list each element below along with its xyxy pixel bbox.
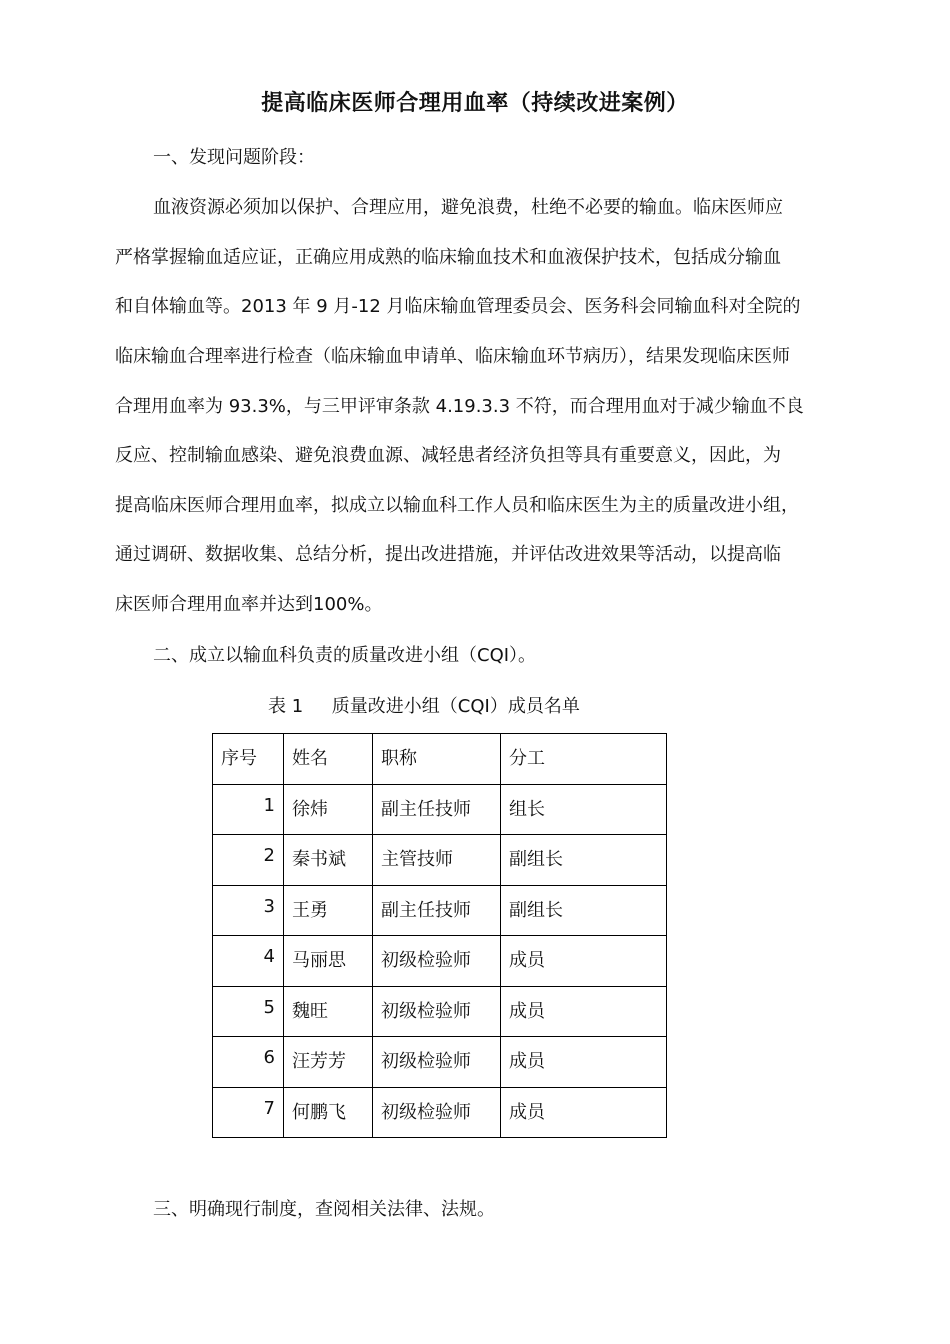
cell-title: 初级检验师 <box>373 1087 501 1138</box>
table-row <box>213 936 667 987</box>
cell-role: 副组长 <box>501 885 667 936</box>
paragraph-line: 通过调研、数据收集、总结分析，提出改进措施，并评估改进效果等活动，以提高临 <box>115 544 781 565</box>
table-row <box>213 1037 667 1088</box>
cell-role: 成员 <box>501 986 667 1037</box>
cell-title: 初级检验师 <box>373 986 501 1037</box>
member-table <box>212 733 667 1138</box>
cell-number: 2 <box>213 835 284 886</box>
cell-number: 6 <box>213 1037 284 1088</box>
table-row <box>213 986 667 1037</box>
cell-title: 副主任技师 <box>373 885 501 936</box>
cell-role: 组长 <box>501 784 667 835</box>
paragraph-line: 血液资源必须加以保护、合理应用，避免浪费，杜绝不必要的输血。临床医师应 <box>153 197 783 218</box>
paragraph-line: 提高临床医师合理用血率，拟成立以输血科工作人员和临床医生为主的质量改进小组， <box>115 495 799 516</box>
cell-number: 3 <box>213 885 284 936</box>
section-heading-3: 三、明确现行制度，查阅相关法律、法规。 <box>153 1199 495 1220</box>
cell-role: 成员 <box>501 936 667 987</box>
table-row <box>213 835 667 886</box>
table-caption: 表 1 质量改进小组（CQI）成员名单 <box>268 696 580 717</box>
table-row <box>213 784 667 835</box>
header-cell-title: 职称 <box>373 734 501 785</box>
cell-title: 初级检验师 <box>373 936 501 987</box>
cell-title: 主管技师 <box>373 835 501 886</box>
cell-title: 初级检验师 <box>373 1037 501 1088</box>
cell-name: 何鹏飞 <box>284 1087 373 1138</box>
table-header-row <box>213 734 667 785</box>
paragraph-line: 反应、控制输血感染、避免浪费血源、减轻患者经济负担等具有重要意义，因此，为 <box>115 445 781 466</box>
cell-role: 成员 <box>501 1087 667 1138</box>
paragraph-line: 合理用血率为 93.3%，与三甲评审条款 4.19.3.3 不符，而合理用血对于减少输血不良 <box>115 396 804 417</box>
section-heading-2: 二、成立以输血科负责的质量改进小组（CQI）。 <box>153 645 537 666</box>
table-row <box>213 885 667 936</box>
cell-name: 秦书斌 <box>284 835 373 886</box>
section-heading-1: 一、发现问题阶段： <box>153 147 315 168</box>
document-title: 提高临床医师合理用血率（持续改进案例） <box>261 91 689 116</box>
cell-name: 魏旺 <box>284 986 373 1037</box>
cell-name: 王勇 <box>284 885 373 936</box>
cell-number: 1 <box>213 784 284 835</box>
cell-role: 成员 <box>501 1037 667 1088</box>
cell-name: 徐炜 <box>284 784 373 835</box>
header-cell-name: 姓名 <box>284 734 373 785</box>
header-cell-number: 序号 <box>213 734 284 785</box>
paragraph-line: 严格掌握输血适应证，正确应用成熟的临床输血技术和血液保护技术，包括成分输血 <box>115 247 781 268</box>
paragraph-line: 和自体输血等。2013 年 9 月-12 月临床输血管理委员会、医务科会同输血科对全院的 <box>115 296 801 317</box>
cell-name: 汪芳芳 <box>284 1037 373 1088</box>
table-row <box>213 1087 667 1138</box>
cell-title: 副主任技师 <box>373 784 501 835</box>
cell-name: 马丽思 <box>284 936 373 987</box>
cell-role: 副组长 <box>501 835 667 886</box>
paragraph-line: 临床输血合理率进行检查（临床输血申请单、临床输血环节病历），结果发现临床医师 <box>115 346 790 367</box>
header-cell-role: 分工 <box>501 734 667 785</box>
cell-number: 4 <box>213 936 284 987</box>
paragraph-line: 床医师合理用血率并达到100%。 <box>115 594 383 615</box>
cell-number: 7 <box>213 1087 284 1138</box>
cell-number: 5 <box>213 986 284 1037</box>
